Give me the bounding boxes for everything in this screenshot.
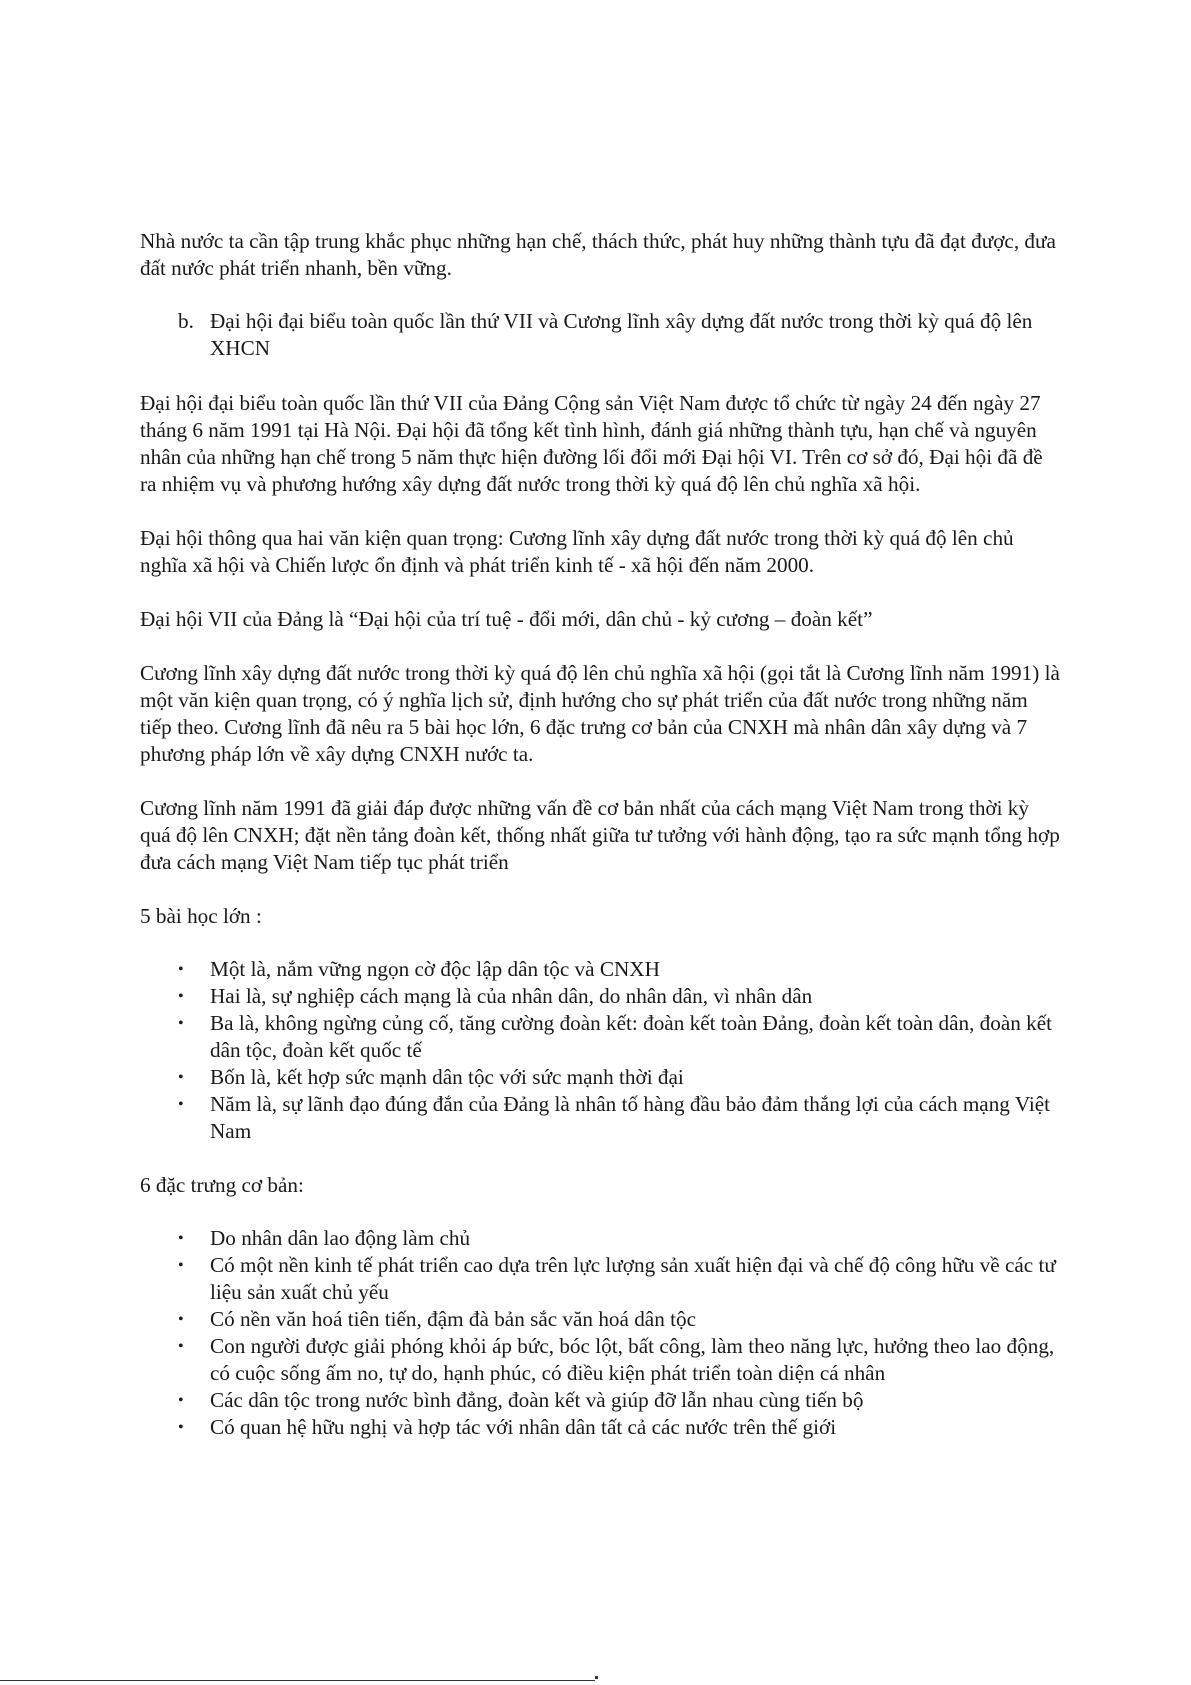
list-item-text: Có quan hệ hữu nghị và hợp tác với nhân dân tất cả các nước trên thế giới (210, 1415, 837, 1439)
list-item (178, 1414, 1060, 1441)
list-item-text: Ba là, không ngừng củng cố, tăng cường đoàn kết: đoàn kết toàn Đảng, đoàn kết toàn dân, đoàn kết dân tộc, đoàn kết quốc tế (210, 1011, 1053, 1062)
paragraph-congress-overview: Đại hội đại biểu toàn quốc lần thứ VII của Đảng Cộng sản Việt Nam được tổ chức từ ngày 24 đến ngày 27 tháng 6 năm 1991 tại Hà Nội. Đại hội đã tổng kết tình hình, đánh giá những thành tựu, hạn chế và nguyên nhân của những hạn chế trong 5 năm thực hiện đường lối đổi mới Đại hội VI. Trên cơ sở đó, Đại hội đã đề ra nhiệm vụ và phương hướng xây dựng đất nước trong thời kỳ quá độ lên chủ nghĩa xã hội. (140, 391, 1043, 496)
section-b-title: Đại hội đại biểu toàn quốc lần thứ VII và Cương lĩnh xây dựng đất nước trong thời kỳ quá độ lên XHCN (210, 309, 1033, 360)
list-item (178, 983, 1060, 1010)
list-item-text: Bốn là, kết hợp sức mạnh dân tộc với sức mạnh thời đại (210, 1065, 684, 1089)
list-item-text: Năm là, sự lãnh đạo đúng đắn của Đảng là nhân tố hàng đầu bảo đảm thắng lợi của cách mạng Việt Nam (210, 1092, 1051, 1143)
list-item-text: Hai là, sự nghiệp cách mạng là của nhân dân, do nhân dân, vì nhân dân (210, 984, 813, 1008)
bullet-icon: • (178, 1257, 184, 1274)
bullet-icon: • (178, 1311, 184, 1328)
footer-divider (0, 1680, 595, 1681)
paragraph-documents: Đại hội thông qua hai văn kiện quan trọng: Cương lĩnh xây dựng đất nước trong thời kỳ quá độ lên chủ nghĩa xã hội và Chiến lược ổn định và phát triển kinh tế - xã hội đến năm 2000. (140, 526, 1014, 577)
section-b-heading (178, 308, 1060, 362)
list-item (178, 1091, 1060, 1145)
list-item (178, 1333, 1060, 1387)
footer-divider-mark (595, 1676, 598, 1679)
section-b-marker: b. (178, 309, 194, 333)
list-item (178, 1306, 1060, 1333)
bullet-icon: • (178, 1069, 184, 1086)
list-item (178, 956, 1060, 983)
bullet-icon: • (178, 1419, 184, 1436)
bullet-icon: • (178, 1338, 184, 1355)
list-item (178, 1387, 1060, 1414)
features-label: 6 đặc trưng cơ bản: (140, 1173, 304, 1197)
paragraph-platform-significance: Cương lĩnh năm 1991 đã giải đáp được những vấn đề cơ bản nhất của cách mạng Việt Nam trong thời kỳ quá độ lên CNXH; đặt nền tảng đoàn kết, thống nhất giữa tư tưởng với hành động, tạo ra sức mạnh tổng hợp đưa cách mạng Việt Nam tiếp tục phát triển (140, 796, 1060, 874)
features-list (140, 1225, 1060, 1441)
list-item-text: Có một nền kinh tế phát triển cao dựa trên lực lượng sản xuất hiện đại và chế độ công hữu về các tư liệu sản xuất chủ yếu (210, 1253, 1056, 1304)
bullet-icon: • (178, 961, 184, 978)
bullet-icon: • (178, 1096, 184, 1113)
list-item-text: Một là, nắm vững ngọn cờ độc lập dân tộc và CNXH (210, 957, 660, 981)
bullet-icon: • (178, 988, 184, 1005)
bullet-icon: • (178, 1392, 184, 1409)
list-item-text: Con người được giải phóng khỏi áp bức, bóc lột, bất công, làm theo năng lực, hưởng theo lao động, có cuộc sống ấm no, tự do, hạnh phúc, có điều kiện phát triển toàn diện cá nhân (210, 1334, 1055, 1385)
list-item-text: Có nền văn hoá tiên tiến, đậm đà bản sắc văn hoá dân tộc (210, 1307, 696, 1331)
list-item (178, 1252, 1060, 1306)
lessons-label: 5 bài học lớn : (140, 904, 262, 928)
paragraph-platform-1991: Cương lĩnh xây dựng đất nước trong thời kỳ quá độ lên chủ nghĩa xã hội (gọi tắt là Cương lĩnh năm 1991) là một văn kiện quan trọng, có ý nghĩa lịch sử, định hướng cho sự phát triển của đất nước trong những năm tiếp theo. Cương lĩnh đã nêu ra 5 bài học lớn, 6 đặc trưng cơ bản của CNXH mà nhân dân xây dựng và 7 phương pháp lớn về xây dựng CNXH nước ta. (140, 661, 1060, 766)
page-content (140, 228, 1060, 1468)
list-item (178, 1010, 1060, 1064)
bullet-icon: • (178, 1230, 184, 1247)
list-item (178, 1225, 1060, 1252)
bullet-icon: • (178, 1015, 184, 1032)
intro-paragraph: Nhà nước ta cần tập trung khắc phục những hạn chế, thách thức, phát huy những thành tựu đã đạt được, đưa đất nước phát triển nhanh, bền vững. (140, 229, 1056, 280)
list-item (178, 1064, 1060, 1091)
list-item-text: Do nhân dân lao động làm chủ (210, 1226, 471, 1250)
list-item-text: Các dân tộc trong nước bình đẳng, đoàn kết và giúp đỡ lẫn nhau cùng tiến bộ (210, 1388, 864, 1412)
lessons-list (140, 956, 1060, 1145)
paragraph-congress-motto: Đại hội VII của Đảng là “Đại hội của trí tuệ - đổi mới, dân chủ - kỷ cương – đoàn kết” (140, 607, 873, 631)
